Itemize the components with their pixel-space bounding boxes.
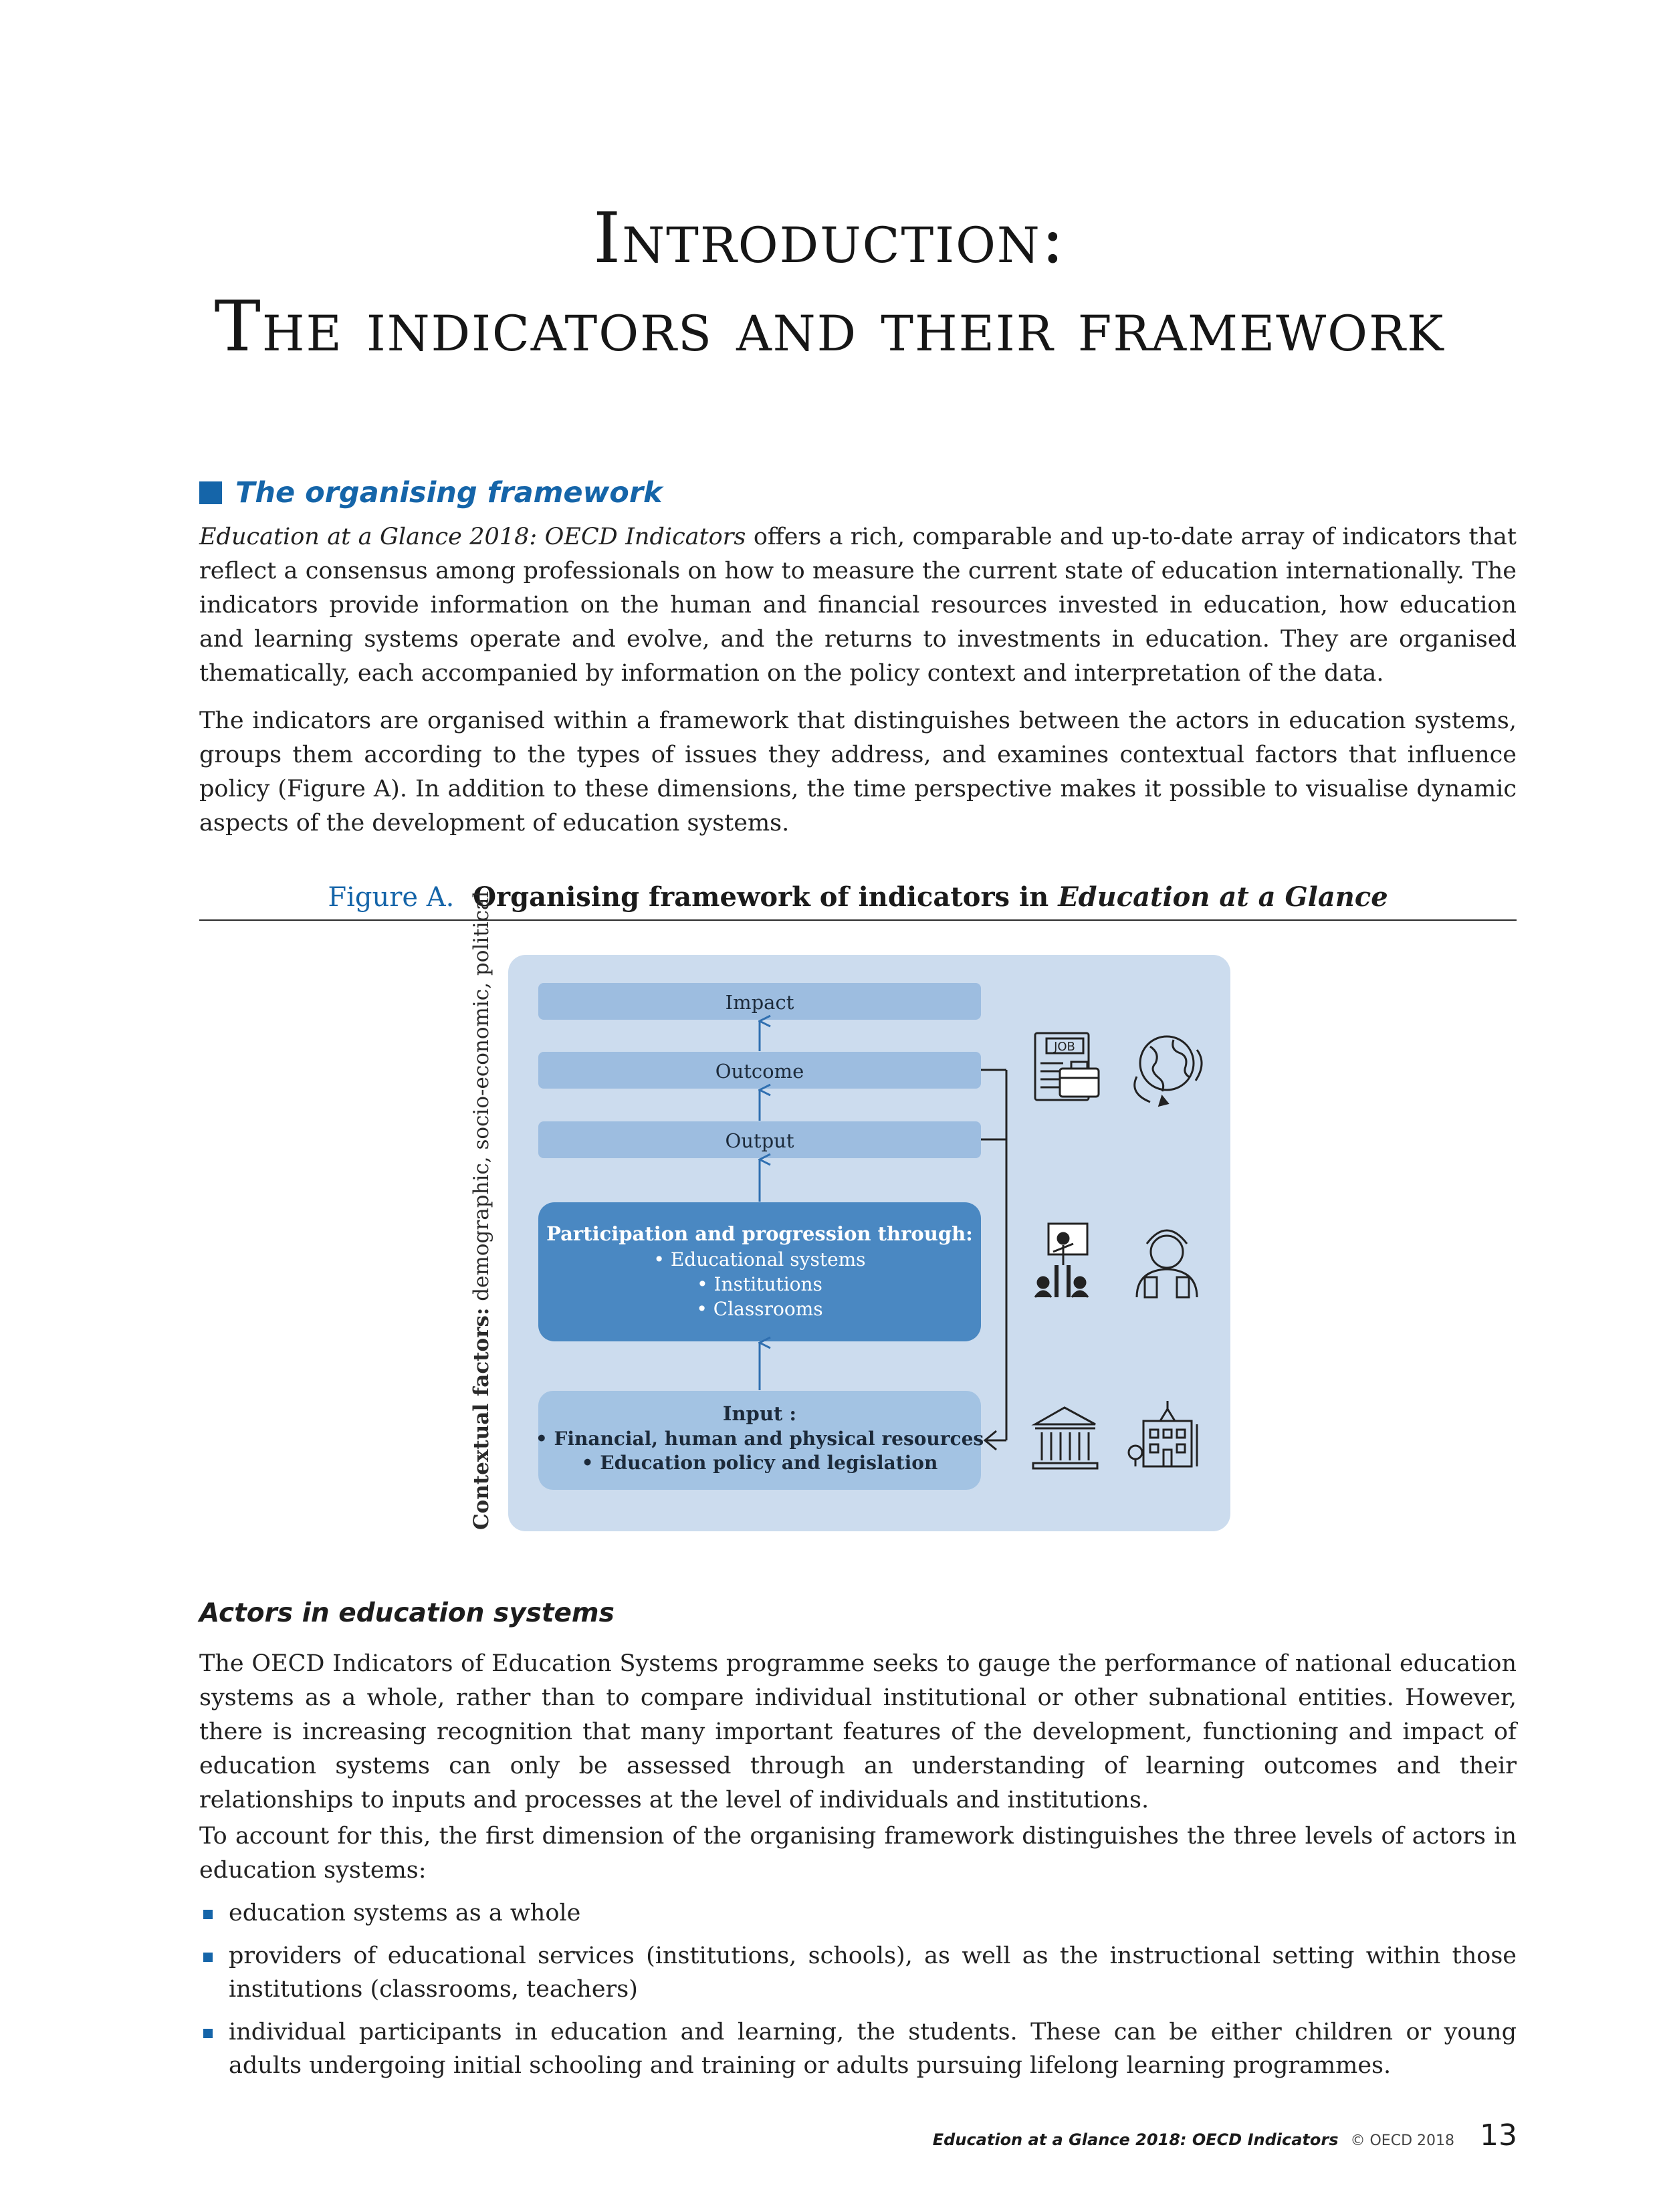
input-item: • Financial, human and physical resources xyxy=(535,1428,984,1450)
participation-item: • Educational systems xyxy=(653,1248,866,1270)
actors-list xyxy=(199,1896,1517,2092)
figure-title-em: Education at a Glance xyxy=(1058,881,1388,913)
job-icon-text: JOB xyxy=(1054,1040,1075,1054)
page-title-line2: The indicators and their framework xyxy=(214,286,1445,367)
page-title-line1: Introduction: xyxy=(593,197,1066,279)
list-item xyxy=(199,1896,1517,1930)
participation-box-title: Participation and progression through: xyxy=(546,1222,973,1245)
actors-heading: Actors in education systems xyxy=(199,1598,615,1628)
intro-paragraph-2: The indicators are organised within a framework that distinguishes between the actors in education systems, groups them according to the types of issues they address, and examines contextual factors that influence policy (Figure A). In addition to these dimensions, the time perspective makes it possible to visualise dynamic aspects of the development of education systems. xyxy=(199,707,1517,837)
footer-publication: Education at a Glance 2018: OECD Indicators xyxy=(932,2130,1339,2149)
bullet-square-icon xyxy=(203,2029,213,2038)
input-box-title: Input : xyxy=(722,1402,797,1425)
list-item xyxy=(199,2015,1517,2082)
publication-title: Education at a Glance 2018: OECD Indicators xyxy=(199,524,746,550)
list-item-text: individual participants in education and learning, the students. These can be either children or young adults undergoing initial schooling and training or adults pursuing lifelong learning programmes. xyxy=(229,2019,1517,2079)
list-item-text: education systems as a whole xyxy=(229,1900,581,1926)
actors-paragraph-2: To account for this, the first dimension of the organising framework distinguishes the three levels of actors in education systems: xyxy=(199,1823,1517,1884)
input-item: • Education policy and legislation xyxy=(581,1452,938,1474)
participation-item: • Classrooms xyxy=(696,1298,823,1320)
participation-item: • Institutions xyxy=(697,1273,822,1295)
list-item xyxy=(199,1939,1517,2006)
section-heading-text: The organising framework xyxy=(235,476,663,510)
page-footer xyxy=(933,2118,1517,2152)
contextual-factors-label-bold: Contextual factors: xyxy=(469,1307,493,1530)
figure-title: Organising framework of indicators in xyxy=(473,881,1059,913)
footer-copyright: © OECD 2018 xyxy=(1350,2132,1454,2149)
output-box-label: Output xyxy=(725,1129,794,1152)
impact-box-label: Impact xyxy=(725,991,794,1014)
contextual-factors-label-rest: demographic, socio-economic, political xyxy=(469,891,493,1308)
list-item-text: providers of educational services (institutions, schools), as well as the instructional setting within those institutions (classrooms, teachers) xyxy=(229,1943,1517,2003)
bullet-square-icon xyxy=(203,1953,213,1962)
intro-paragraph-1-text: offers a rich, comparable and up-to-date array of indicators that reflect a consensus among professionals on how to measure the current state of education internationally. The indicators provide information on the human and financial resources invested in education, how education and learning systems operate and evolve, and the returns to investments in education. They are organised thematically, each accompanied by information on the policy context and interpretation of the data. xyxy=(199,524,1517,687)
figure-label: Figure A. xyxy=(328,882,455,913)
page-number: 13 xyxy=(1480,2118,1517,2152)
bullet-square-icon xyxy=(203,1910,213,1919)
actors-paragraph-1: The OECD Indicators of Education Systems programme seeks to gauge the performance of national education systems as a whole, rather than to compare individual institutional or other subnational entities. However, there is increasing recognition that many important features of the development, functioning and impact of education systems can only be assessed through an understanding of learning outcomes and their relationships to inputs and processes at the level of individuals and institutions. xyxy=(199,1650,1517,1813)
outcome-box-label: Outcome xyxy=(715,1060,804,1083)
